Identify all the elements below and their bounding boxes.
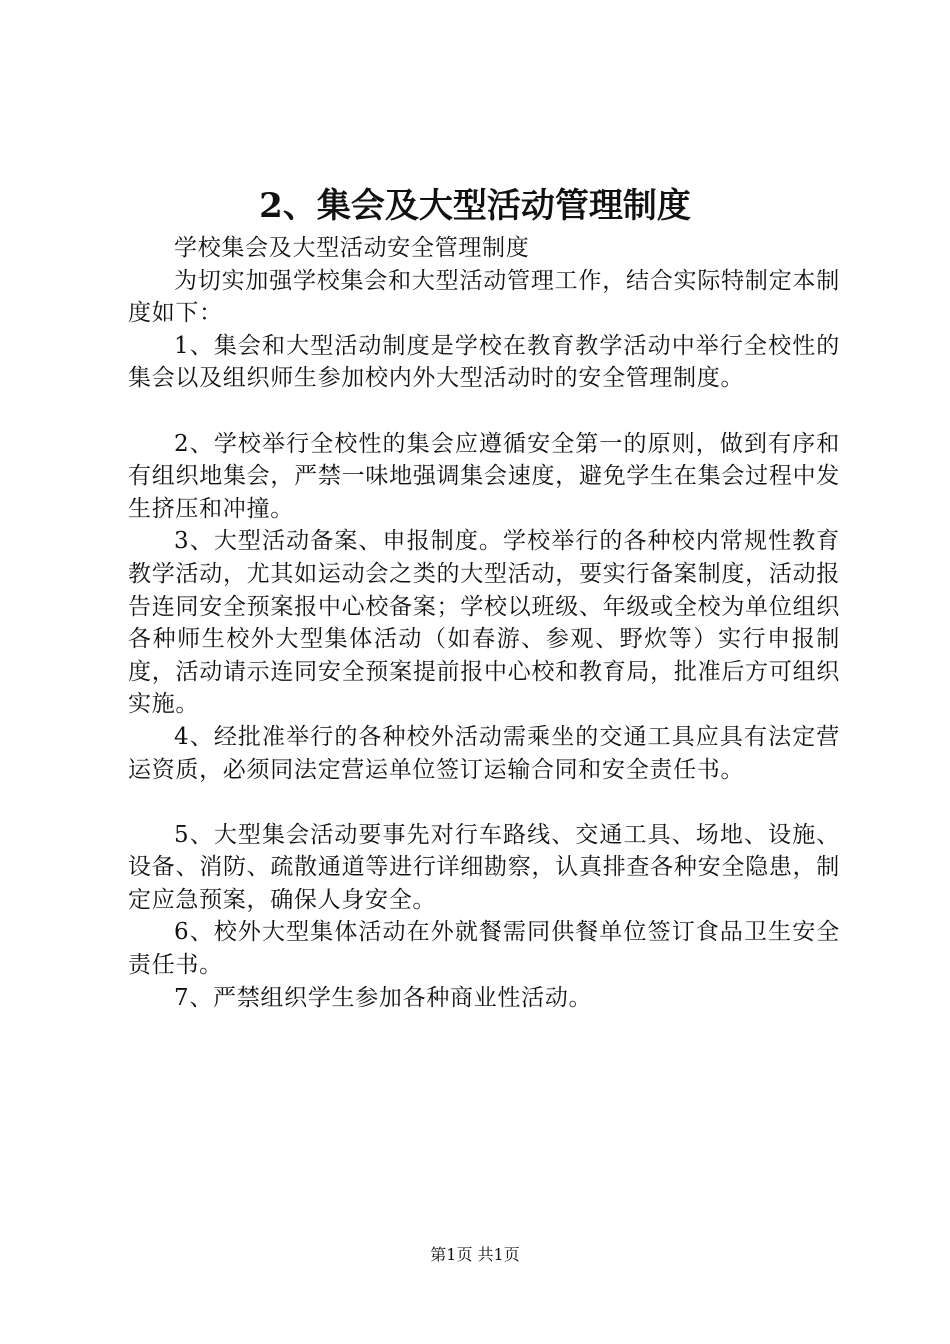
paragraph-item-4: 4、经批准举行的各种校外活动需乘坐的交通工具应具有法定营运资质，必须同法定营运单位签订运输合同和安全责任书。 <box>128 723 840 783</box>
paragraph-item-1: 1、集会和大型活动制度是学校在教育教学活动中举行全校性的集会以及组织师生参加校内外大型活动时的安全管理制度。 <box>128 332 840 392</box>
page-footer: 第1页 共1页 <box>430 1245 520 1264</box>
document-title: 2、集会及大型活动管理制度 <box>259 186 691 226</box>
paragraph-item-3: 3、大型活动备案、申报制度。学校举行的各种校内常规性教育教学活动，尤其如运动会之类的大型活动，要实行备案制度，活动报告连同安全预案报中心校备案；学校以班级、年级或全校为单位组织各种师生校外大型集体活动（如春游、参观、野炊等）实行申报制度，活动请示连同安全预案提前报中心校和教育局，批准后方可组织实施。 <box>128 528 840 718</box>
paragraph-item-5: 5、大型集会活动要事先对行车路线、交通工具、场地、设施、设备、消防、疏散通道等进行详细勘察，认真排查各种安全隐患，制定应急预案，确保人身安全。 <box>128 821 840 913</box>
paragraph-item-6: 6、校外大型集体活动在外就餐需同供餐单位签订食品卫生安全责任书。 <box>128 919 840 979</box>
paragraph-item-2: 2、学校举行全校性的集会应遵循安全第一的原则，做到有序和有组织地集会，严禁一味地强调集会速度，避免学生在集会过程中发生挤压和冲撞。 <box>128 430 840 522</box>
paragraph-intro: 为切实加强学校集会和大型活动管理工作，结合实际特制定本制度如下： <box>128 267 840 327</box>
document-body <box>128 232 840 1014</box>
paragraph-item-7: 7、严禁组织学生参加各种商业性活动。 <box>174 984 593 1011</box>
paragraph-subtitle: 学校集会及大型活动安全管理制度 <box>174 235 530 261</box>
